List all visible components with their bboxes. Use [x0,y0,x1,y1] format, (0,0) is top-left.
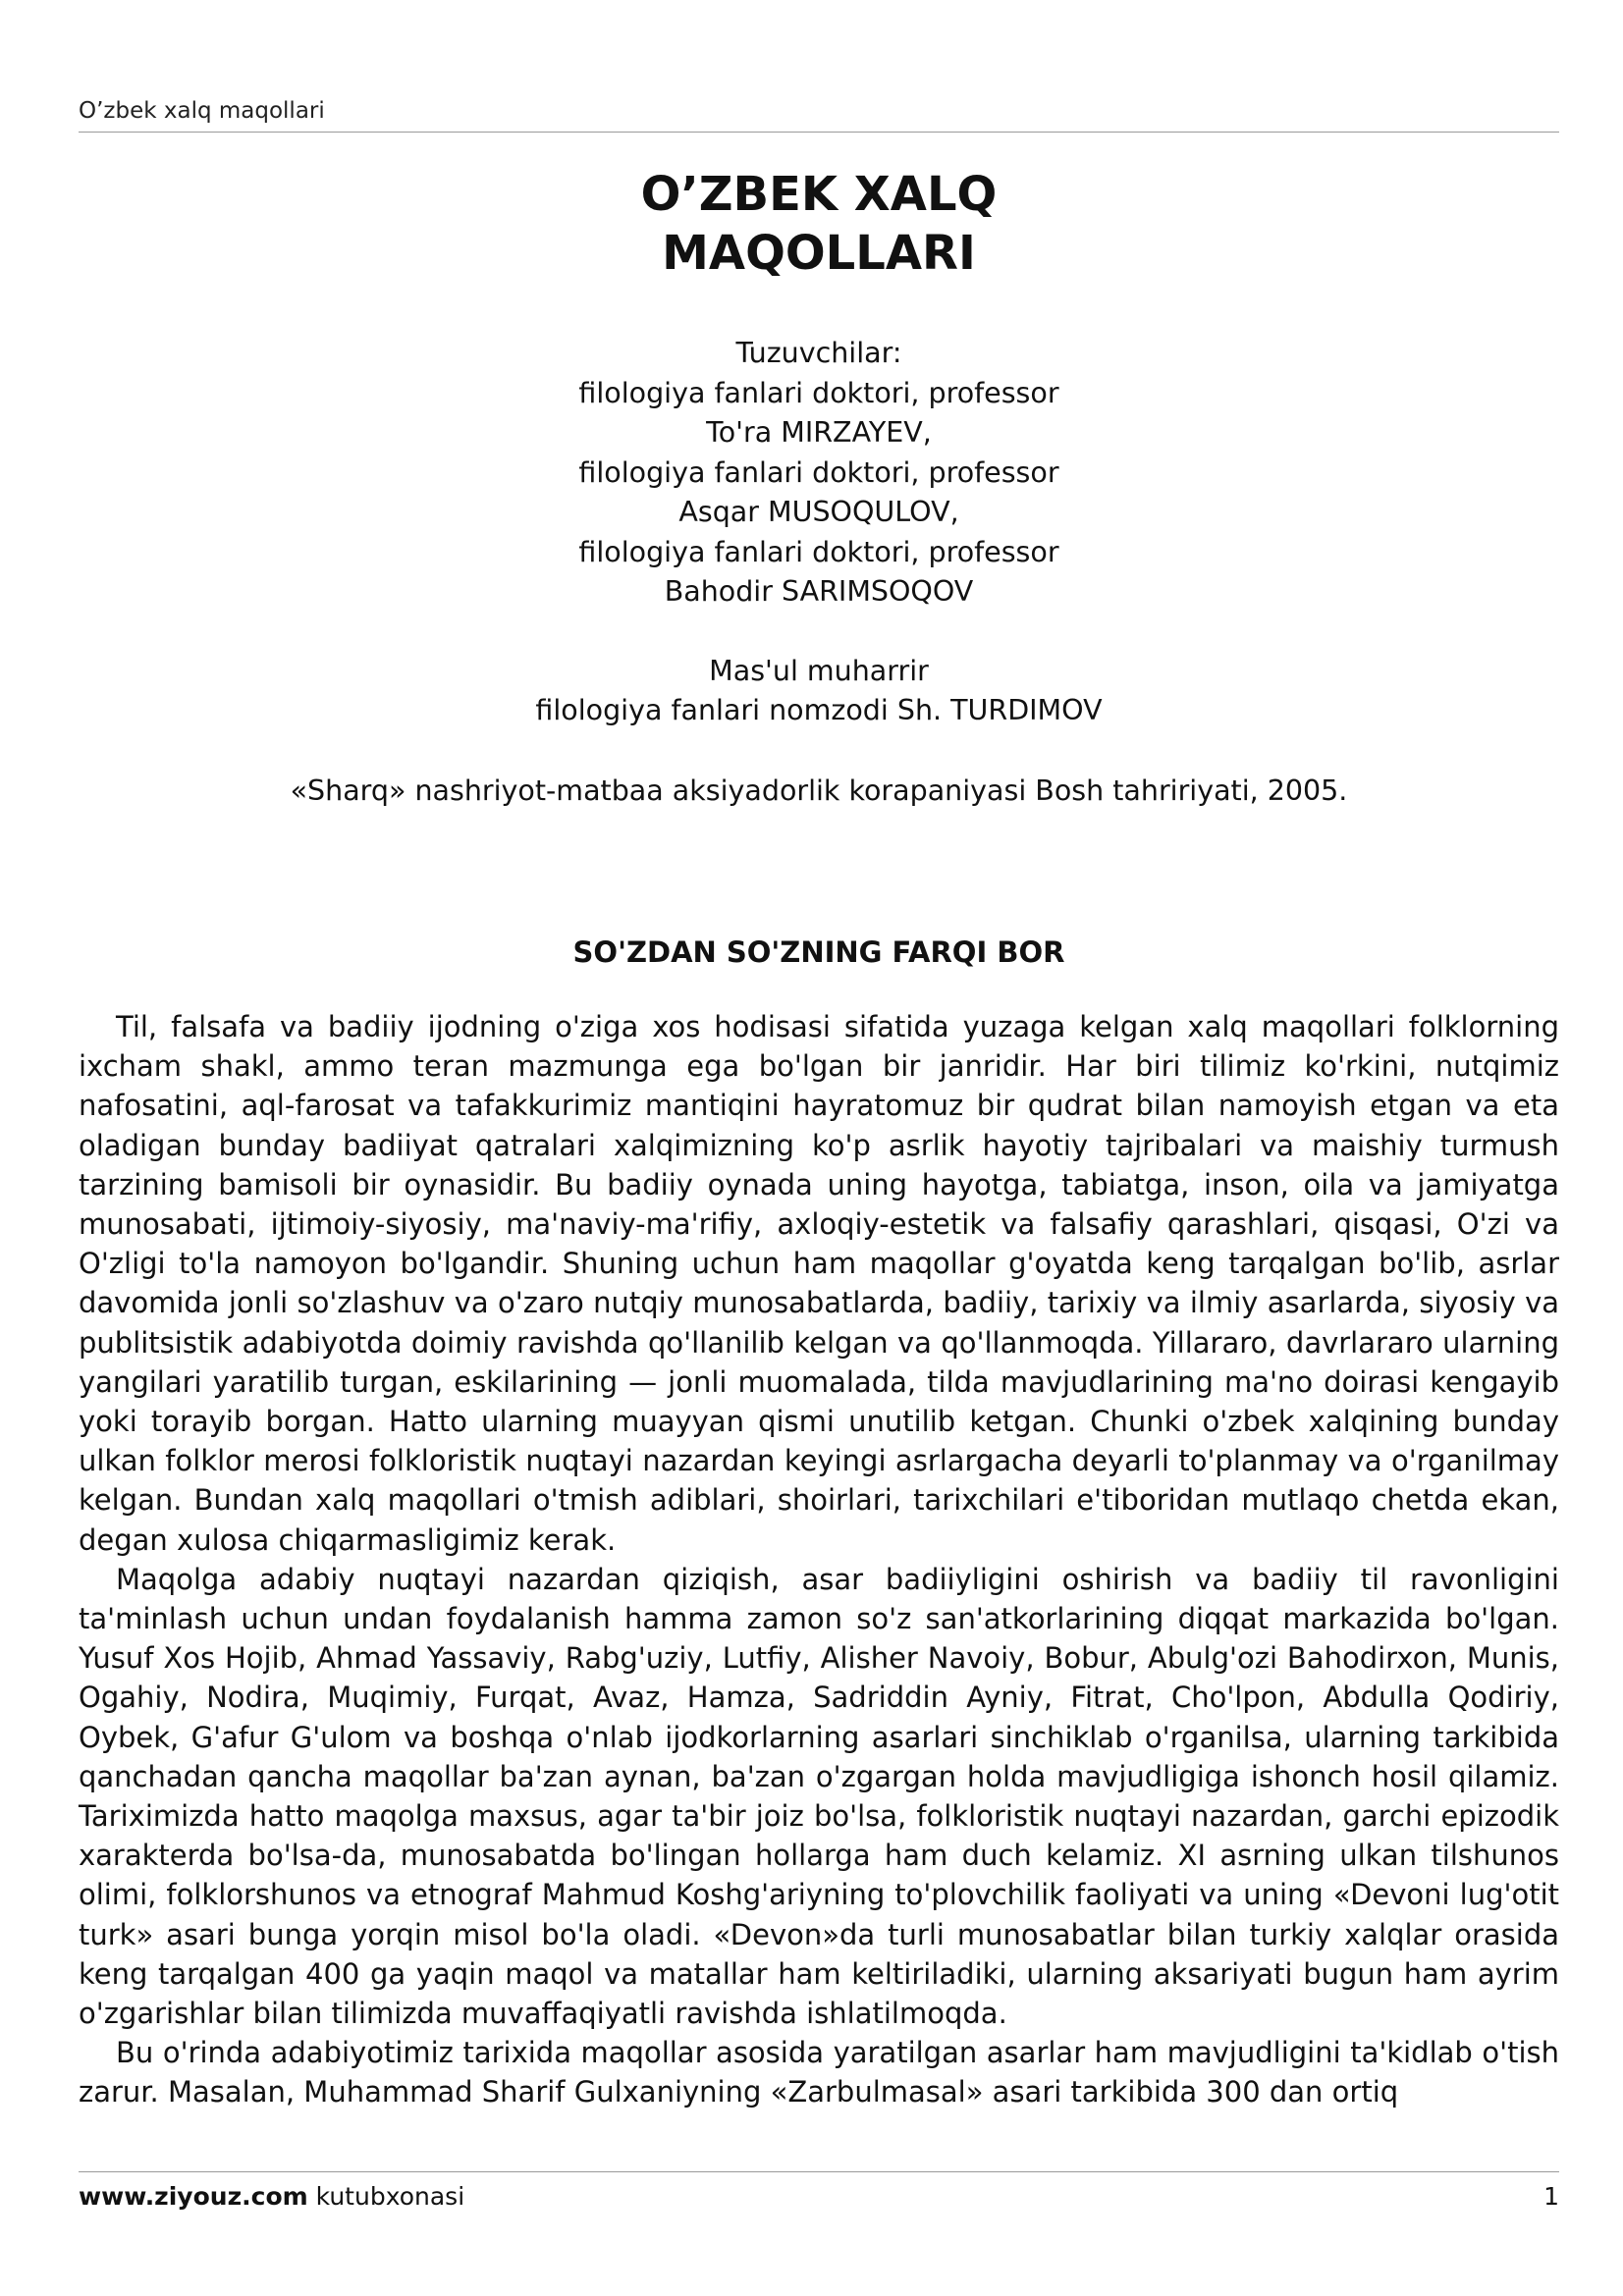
credits-block [79,334,1559,731]
compiler-2-title: filologiya fanlari doktori, professor [578,455,1059,489]
footer-suffix: kutubxonasi [307,2182,465,2211]
running-header: O’zbek xalq maqollari [79,98,1559,133]
credits-spacer [79,613,1559,652]
editor-name: filologiya fanlari nomzodi Sh. TURDIMOV [535,694,1103,726]
footer-source [79,2182,464,2211]
compiler-1-name: To'ra MIRZAYEV, [706,416,932,449]
paragraph-3: Bu o'rinda adabiyotimiz tarixida maqollar asosida yaratilgan asarlar ham mavjudligini ta'kidlab o'tish zarur. Masalan, Muhammad Sharif Gulxaniyning «Zarbulmasal» asari tarkibida 300 dan ortiq [79,2036,1559,2109]
body-text [79,1007,1559,2112]
publisher-line: «Sharq» nashriyot-matbaa aksiyadorlik korapaniyasi Bosh tahririyati, 2005. [290,774,1348,807]
page-number: 1 [1543,2182,1559,2211]
compiler-2-name: Asqar MUSOQULOV, [678,496,959,528]
footer-site-link[interactable]: www.ziyouz.com [79,2182,308,2211]
document-page [79,0,1559,2296]
editor-label: Mas'ul muharrir [709,654,929,687]
page-footer [79,2171,1559,2211]
compiler-1-title: filologiya fanlari doktori, professor [578,376,1059,409]
book-title-line-1: O’ZBEK XALQ [640,167,998,222]
section-heading: SO'ZDAN SO'ZNING FARQI BOR [572,935,1065,969]
book-title [79,165,1559,283]
compilers-label: Tuzuvchilar: [735,337,902,369]
compiler-3-title: filologiya fanlari doktori, professor [578,535,1059,568]
book-title-line-2: MAQOLLARI [662,226,976,281]
paragraph-1: Til, falsafa va badiiy ijodning o'ziga xos hodisasi sifatida yuzaga kelgan xalq maqollari folklorning ixcham shakl, ammo teran mazmunga ega bo'lgan bir janridir. Har biri tilimiz ko'rkini, nutqimiz nafosatini, aql-farosat va tafakkurimiz mantiqini hayratomuz bir qudrat bilan namoyish etgan va eta oladigan bunday badiiyat qatralari xalqimizning ko'p asrlik hayotiy tajribalari va maishiy turmush tarzining bamisoli bir oynasidir. Bu badiiy oynada uning hayotga, tabiatga, inson, oila va jamiyatga munosabati, ijtimoiy-siyosiy, ma'naviy-ma'rifiy, axloqiy-estetik va falsafiy qarashlari, qisqasi, O'zi va O'zligi to'la namoyon bo'lgandir. Shuning uchun ham maqollar g'oyatda keng tarqalgan bo'lib, asrlar davomida jonli so'zlashuv va o'zaro nutqiy munosabatlarda, badiiy, tarixiy va ilmiy asarlarda, siyosiy va publitsistik adabiyotda doimiy ravishda qo'llanilib kelgan va qo'llanmoqda. Yillararo, davrlararo ularning yangilari yaratilib turgan, eskilarining — jonli muomalada, tilda mavjudlarining ma'no doirasi kengayib yoki torayib borgan. Hatto ularning muayyan qismi unutilib ketgan. Chunki o'zbek xalqining bunday ulkan folklor merosi folkloristik nuqtayi nazardan keyingi asrlargacha deyarli to'planmay va o'rganilmay kelgan. Bundan xalq maqollari o'tmish adiblari, shoirlari, tarixchilari e'tiboridan mutlaqo chetda ekan, degan xulosa chiqarmasligimiz kerak. [79,1010,1559,1557]
paragraph-2: Maqolga adabiy nuqtayi nazardan qiziqish, asar badiiyligini oshirish va badiiy til ravonligini ta'minlash uchun undan foydalanish hamma zamon so'z san'atkorlarining diqqat markazida bo'lgan. Yusuf Xos Hojib, Ahmad Yassaviy, Rabg'uziy, Lutfiy, Alisher Navoiy, Bobur, Abulg'ozi Bahodirxon, Munis, Ogahiy, Nodira, Muqimiy, Furqat, Avaz, Hamza, Sadriddin Ayniy, Fitrat, Cho'lpon, Abdulla Qodiriy, Oybek, G'afur G'ulom va boshqa o'nlab ijodkorlarning asarlari sinchiklab o'rganilsa, ularning tarkibida qanchadan qancha maqollar ba'zan aynan, ba'zan o'zgargan holda mavjudligiga ishonch hosil qilamiz. Tariximizda hatto maqolga maxsus, agar ta'bir joiz bo'lsa, folkloristik nuqtayi nazardan, garchi epizodik xarakterda bo'lsa-da, munosabatda bo'lingan hollarga ham duch kelamiz. XI asrning ulkan tilshunos olimi, folklorshunos va etnograf Mahmud Koshg'ariyning to'plovchilik faoliyati va uning «Devoni lug'otit turk» asari bunga yorqin misol bo'la oladi. «Devon»da turli munosabatlar bilan turkiy xalqlar orasida keng tarqalgan 400 ga yaqin maqol va matallar ham keltiriladiki, ularning aksariyati bugun ham ayrim o'zgarishlar bilan tilimizda muvaffaqiyatli ravishda ishlatilmoqda. [79,1562,1559,2031]
compiler-3-name: Bahodir SARIMSOQOV [664,575,974,608]
